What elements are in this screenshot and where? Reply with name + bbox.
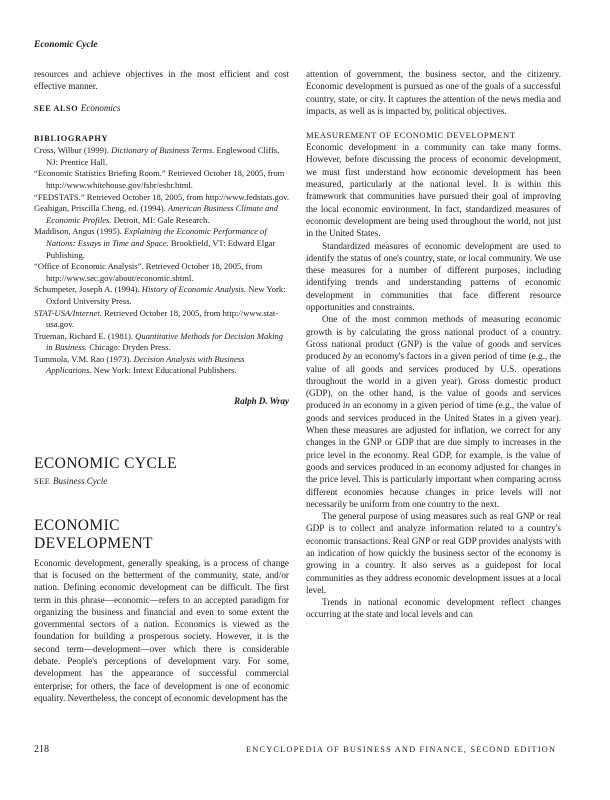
see-also-label: SEE ALSO xyxy=(34,103,79,113)
section-heading: MEASUREMENT OF ECONOMIC DEVELOPMENT xyxy=(306,130,516,141)
measurement-paragraph-2: Standardized measures of economic development are used to identify the status of one's country, state, or local community. We use these measures for a number of different purposes, including identifying trends and understanding patterns of economic development in communities that face different resource opportunities and constraints. xyxy=(306,240,561,313)
measurement-paragraph-3: One of the most common methods of measuring economic growth is by calculating the gross national product of a country. Gross national product (GNP) is the value of goods and services produced by an economy's factors in a given period of time (e.g., the value of all goods and services produced by U.S. operations throughout the world in a given year). Gross domestic product (GDP), on the other hand, is the value of goods and services produced in an economy in a given period of time (e.g., the value of goods and services produced in the United States in a given year). When these measures are adjusted for inflation, we correct for any changes in the GNP or GDP that are due simply to increases in the price level in the economy. Real GDP, for example, is the value of goods and services produced in an economy adjusted for changes in the price level. This is particularly important when comparing across different economies because changes in price levels will not necessarily be uniform from one country to the next. xyxy=(306,314,562,509)
reference-item: Trueman, Richard E. (1981). Quantitative Methods for Decision Making in Business. Chicago: Dryden Press. xyxy=(34,330,284,353)
reference-item: STAT-USA/Internet. Retrieved October 18, 2005, from http://www.stat-usa.gov. xyxy=(34,307,279,330)
economic-development-title: ECONOMIC DEVELOPMENT xyxy=(34,516,153,552)
bibliography-heading: BIBLIOGRAPHY xyxy=(34,133,109,143)
article-author: Ralph D. Wray xyxy=(234,396,289,407)
reference-item: Maddison, Angus (1995). Explaining the Economic Performance of Nations: Essays in Time and Space. Brookfield, VT: Edward Elgar Publishing. xyxy=(34,226,276,260)
running-head: Economic Cycle xyxy=(34,40,98,50)
right-column xyxy=(306,68,561,621)
reference-item: Schumpeter, Joseph A. (1994). History of Economic Analysis. New York: Oxford University Press. xyxy=(34,284,286,306)
see-cross-reference xyxy=(34,475,289,488)
page-number: 218 xyxy=(34,744,49,755)
footer-title: ENCYCLOPEDIA OF BUSINESS AND FINANCE, SECOND EDITION xyxy=(246,745,557,754)
continued-paragraph: attention of government, the business sector, and the citizenry. Economic development is pursued as one of the goals of a successful country, state, or city. It captures the attention of the news media and impacts, as well as is impacted by, political objectives. xyxy=(306,69,561,116)
reference-item: Cross, Wilbur (1999). Dictionary of Business Terms. Englewood Cliffs, NJ: Prentice Hall. xyxy=(34,145,280,167)
reference-item: “FEDSTATS.” Retrieved October 18, 2005, from http://www.fedstats.gov. xyxy=(34,191,290,202)
see-label: SEE xyxy=(34,477,51,487)
reference-list xyxy=(34,145,289,377)
left-column xyxy=(34,68,289,704)
reference-item: “Economic Statistics Briefing Room.” Retrieved October 18, 2005, from http://www.whitehouse.gov/fsbr/esbr.html. xyxy=(34,168,285,190)
measurement-paragraph-4: The general purpose of using measures such as real GNP or real GDP is to collect and analyze information related to a country's economic transactions. Real GNP or real GDP provides analysts with an indication of how quickly the business sector of the economy is growing in a country. It also serves as a guidepost for local communities as they address economic development issues at a local level. xyxy=(306,511,561,595)
economic-cycle-title: ECONOMIC CYCLE xyxy=(34,455,177,473)
see-target[interactable]: Business Cycle xyxy=(53,476,108,487)
measurement-paragraph-5: Trends in national economic development reflect changes occurring at the state and local levels and can xyxy=(306,597,561,620)
reference-item: Geahigan, Priscilla Cheng, ed. (1994). American Business Climate and Economic Profiles. Detroit, MI: Gale Research. xyxy=(34,203,278,225)
reference-item: “Office of Economic Analysis”. Retrieved October 18, 2005, from http://www.sec.gov/about/economic.shtml. xyxy=(34,261,263,283)
development-intro-paragraph: Economic development, generally speaking, is a process of change that is focused on the betterment of the community, state, and/or nation. Defining economic development can be difficult. The first term in this phrase—economic—refers to an accepted paradigm for organizing the business and financial and even to some extent the governmental sectors of a nation. Economics is viewed as the foundation for building a prosperous society. However, it is the second term—development—over which there is considerable debate. People's perceptions of development vary. For some, development has the appearance of successful commercial enterprise; for others, the face of development is one of economic equality. Nevertheless, the concept of economic development has the xyxy=(34,557,289,703)
measurement-paragraph-1: Economic development in a community can take many forms. However, before discussing the process of economic development, we must first understand how economic development has been measured, particularly at the national level. It is within this framework that communities have pursued their goal of improving the local economic environment. In fact, standardized measures of economic development are being used throughout the world, not just in the United States. xyxy=(306,142,561,239)
reference-item: Tummola, V.M. Rao (1973). Decision Analysis with Business Applications. New York: Intext Educational Publishers. xyxy=(34,353,245,376)
intro-text: resources and achieve objectives in the most efficient and cost effective manner. xyxy=(34,69,289,92)
see-also-target[interactable]: Economics xyxy=(80,102,121,113)
see-also xyxy=(34,102,289,115)
